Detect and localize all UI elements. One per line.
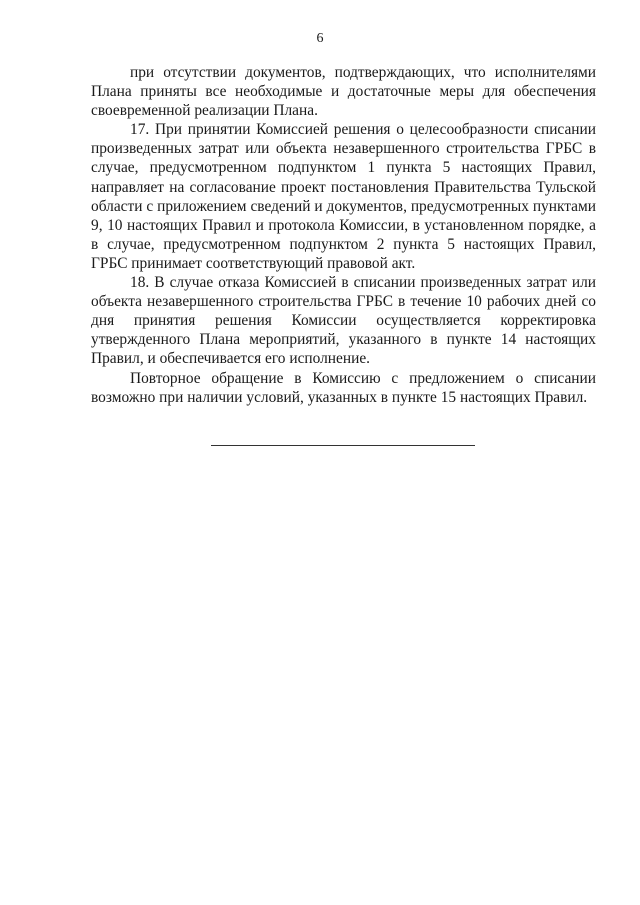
paragraph-continuation: при отсутствии документов, подтверждающих, что исполнителями Плана приняты все необходимые и достаточные меры для обеспечения своевременной реализации Плана. [91,64,596,120]
paragraph-18: 18. В случае отказа Комиссией в списании произведенных затрат или объекта незавершенного строительства ГРБС в течение 10 рабочих дней со дня принятия решения Комиссии осуществляется корректировка утвержденного Плана мероприятий, указанного в пункте 14 настоящих Правил, и обеспечивается его исполнение. [91,274,596,368]
end-divider-line [211,445,475,446]
page-number: 6 [316,31,324,46]
paragraph-repeat-request: Повторное обращение в Комиссию с предложением о списании возможно при наличии условий, указанных в пункте 15 настоящих Правил. [91,369,596,406]
document-body [91,63,596,407]
paragraph-17: 17. При принятии Комиссией решения о целесообразности списании произведенных затрат или объекта незавершенного строительства ГРБС в случае, предусмотренном подпунктом 1 пункта 5 настоящих Правил, направляет на согласование проект постановления Правительства Тульской области с приложением сведений и документов, предусмотренных пунктами 9, 10 настоящих Правил и протокола Комиссии, в установленном порядке, а в случае, предусмотренном подпунктом 2 пункта 5 настоящих Правил, ГРБС принимает соответствующий правовой акт. [91,121,596,272]
